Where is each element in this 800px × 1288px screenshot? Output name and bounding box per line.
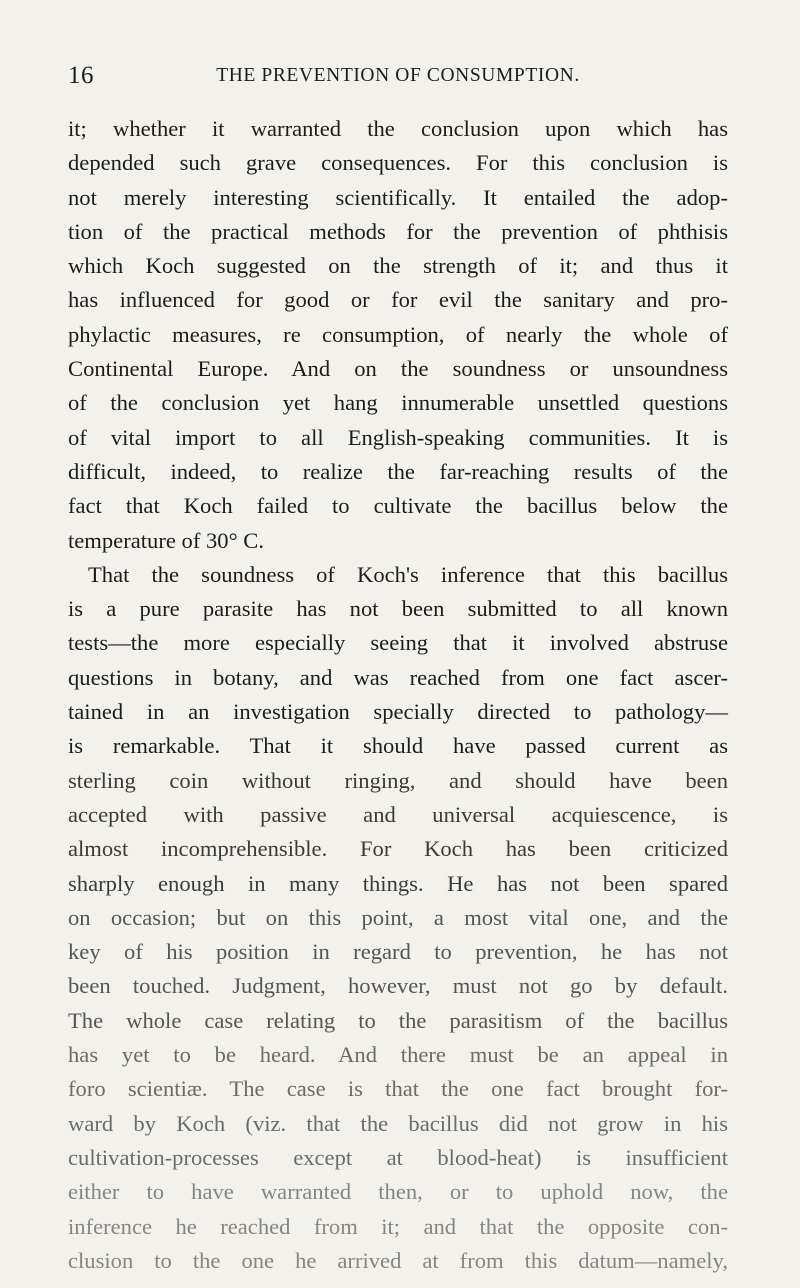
text-line: not merely interesting scientifically. It entailed the adop- <box>68 184 728 210</box>
text-line: sterling coin without ringing, and should have been <box>68 767 728 793</box>
text-line: tained in an investigation specially directed to pathology— <box>68 699 728 725</box>
text-line: questions in botany, and was reached from one fact ascer- <box>68 664 728 690</box>
text-line: has yet to be heard. And there must be an appeal in <box>68 1042 728 1068</box>
text-line: has influenced for good or for evil the sanitary and pro- <box>68 287 728 313</box>
text-line: Continental Europe. And on the soundness or unsoundness <box>68 356 728 382</box>
paragraph-1 <box>68 112 728 558</box>
text-line: on occasion; but on this point, a most vital one, and the <box>68 904 728 930</box>
text-line: of vital import to all English-speaking communities. It is <box>68 424 728 450</box>
text-line: is remarkable. That it should have passed current as <box>68 733 728 759</box>
text-line: depended such grave consequences. For this conclusion is <box>68 150 728 176</box>
text-line: sharply enough in many things. He has not been spared <box>68 870 728 896</box>
text-line: cultivation-processes except at blood-heat) is insufficient <box>68 1144 728 1170</box>
page-number: 16 <box>68 62 94 89</box>
text-line: phylactic measures, re consumption, of nearly the whole of <box>68 321 728 347</box>
text-line: tests—the more especially seeing that it involved abstruse <box>68 630 728 656</box>
text-line: accepted with passive and universal acquiescence, is <box>68 801 728 827</box>
text-line: clusion to the one he arrived at from this datum—namely, <box>68 1247 728 1273</box>
text-line: key of his position in regard to prevention, he has not <box>68 939 728 965</box>
text-line: which Koch suggested on the strength of it; and thus it <box>68 253 728 279</box>
text-line: fact that Koch failed to cultivate the bacillus below the <box>68 493 728 519</box>
text-line: almost incomprehensible. For Koch has been criticized <box>68 836 728 862</box>
page-header <box>68 56 728 96</box>
text-line: ward by Koch (viz. that the bacillus did not grow in his <box>68 1110 728 1136</box>
text-line: been touched. Judgment, however, must not go by default. <box>68 973 728 999</box>
text-line: difficult, indeed, to realize the far-reaching results of the <box>68 458 728 484</box>
text-line: either to have warranted then, or to uphold now, the <box>68 1179 728 1205</box>
text-line: tion of the practical methods for the prevention of phthisis <box>68 218 728 244</box>
text-line: temperature of 30° C. <box>68 527 264 553</box>
body-text <box>68 112 728 1278</box>
text-line: foro scientiæ. The case is that the one fact brought for- <box>68 1076 728 1102</box>
text-line: That the soundness of Koch's inference that this bacillus <box>88 561 728 587</box>
text-line: is a pure parasite has not been submitted to all known <box>68 596 728 622</box>
text-line: The whole case relating to the parasitism of the bacillus <box>68 1007 728 1033</box>
text-line: it; whether it warranted the conclusion upon which has <box>68 116 728 141</box>
running-title: THE PREVENTION OF CONSUMPTION. <box>216 65 580 86</box>
text-line: inference he reached from it; and that the opposite con- <box>68 1213 728 1239</box>
paragraph-2 <box>68 558 728 1278</box>
book-page <box>68 56 728 1278</box>
text-line: of the conclusion yet hang innumerable unsettled questions <box>68 390 728 416</box>
